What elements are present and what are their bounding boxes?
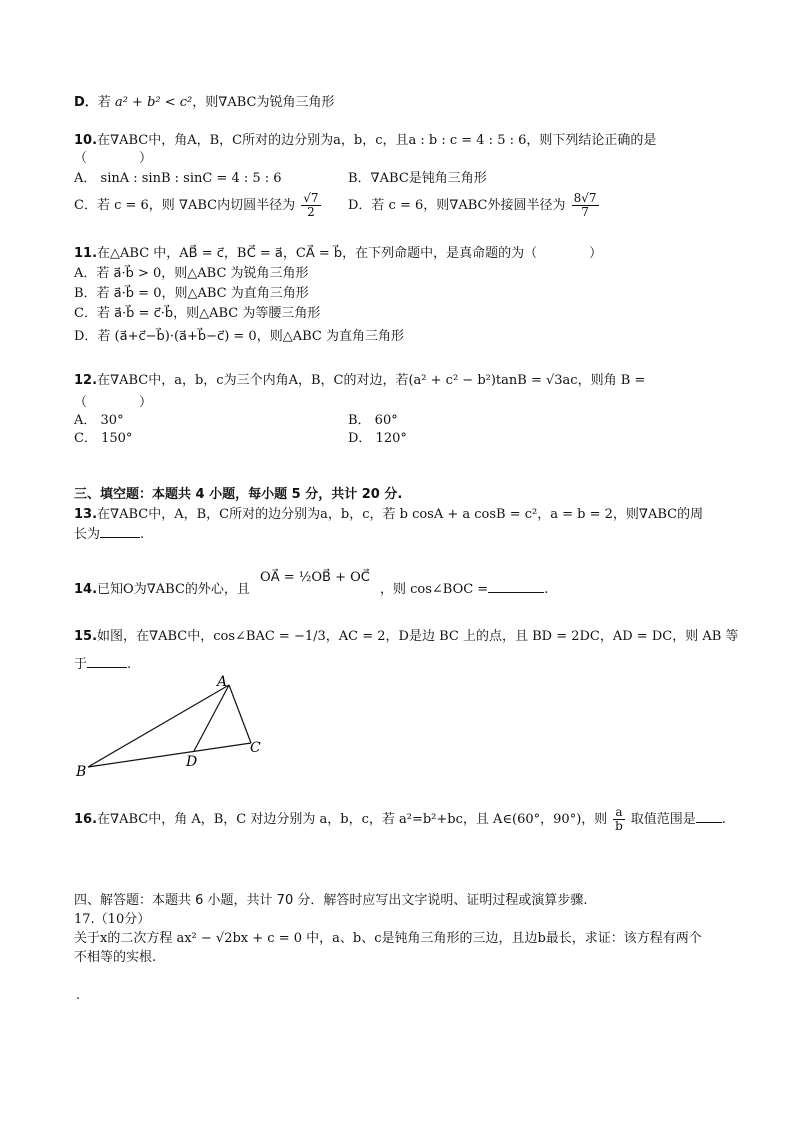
q12-option-d: D． 120° bbox=[348, 431, 407, 446]
q10-option-a: A． sinA : sinB : sinC = 4 : 5 : 6 bbox=[74, 171, 282, 186]
q13-stem: 13.在∇ABC中，A，B，C所对的边分别为a，b，c，若 b cosA + a cosB = c²，a = b = 2，则∇ABC的周 bbox=[74, 507, 704, 522]
q15-stem: 15.如图，在∇ABC中，cos∠BAC = −1/3，AC = 2，D是边 BC 上的点，且 BD = 2DC，AD = DC，则 AB 等 bbox=[74, 629, 739, 644]
q15-continuation: 于 . bbox=[74, 657, 132, 672]
q14-vector-equation: OA⃗ = ½OB⃗ + OC⃗ bbox=[260, 570, 370, 585]
trailing-dot: . bbox=[76, 988, 81, 1003]
q12-option-a: A． 30° bbox=[74, 413, 124, 428]
q10-stem: 10.在∇ABC中，角A，B，C所对的边分别为a，b，c，且a : b : c = 4 : 5 : 6，则下列结论正确的是 bbox=[74, 133, 657, 148]
q9-option-d: D．若 a² + b² < c²，则∇ABC为锐角三角形 bbox=[74, 95, 335, 110]
q11-option-a: A．若 a⃗·b⃗ > 0，则△ABC 为锐角三角形 bbox=[74, 266, 309, 281]
vertex-b-label: B bbox=[76, 764, 87, 780]
q10-c-fraction: $\frac{√7}{2}$ bbox=[303, 191, 319, 219]
q14-stem: 14.已知O为∇ABC的外心，且 OA⃗ = ½OB⃗ + OC⃗ ，则 cos∠BOC = . bbox=[74, 570, 549, 597]
q13-answer-blank[interactable] bbox=[100, 525, 140, 538]
q10-d-fraction: $\frac{8√7}{7}$ bbox=[573, 191, 597, 219]
q15-answer-blank[interactable] bbox=[87, 655, 127, 668]
triangle-figure bbox=[74, 672, 274, 782]
q17-line-1: 关于x的二次方程 ax² − √2bx + c = 0 中，a、b、c是钝角三角形的三边，且边b最长，求证：该方程有两个 bbox=[74, 931, 702, 946]
q12-stem: 12.在∇ABC中，a，b，c为三个内角A，B，C的对边，若(a² + c² − b²)tanB = √3ac，则角 B = bbox=[74, 373, 646, 388]
q11-option-b: B．若 a⃗·b⃗ = 0，则△ABC 为直角三角形 bbox=[74, 286, 309, 301]
q10-option-b: B．∇ABC是钝角三角形 bbox=[348, 171, 487, 186]
section-4-heading: 四、解答题：本题共 6 小题，共计 70 分．解答时应写出文字说明、证明过程或演算步骤. bbox=[74, 893, 588, 908]
q12-answer-paren: （ ） bbox=[74, 395, 153, 410]
q16-fraction: $\frac{a}{b}$ bbox=[615, 805, 623, 833]
vertex-a-label: A bbox=[217, 674, 228, 690]
point-d-label: D bbox=[186, 754, 198, 770]
q10-option-d: D．若 c = 6，则∇ABC外接圆半径为 $\frac{8√7}{7}$ bbox=[348, 191, 597, 219]
q12-option-b: B． 60° bbox=[348, 413, 398, 428]
q17-line-2: 不相等的实根. bbox=[74, 950, 157, 965]
q11-stem: 11.在△ABC 中，AB⃗ = c⃗，BC⃗ = a⃗，CA⃗ = b⃗，在下列命题中，是真命题的为（ ） bbox=[74, 246, 603, 261]
q12-option-c: C． 150° bbox=[74, 431, 133, 446]
q17-title: 17.（10分） bbox=[74, 912, 151, 927]
q11-option-c: C．若 a⃗·b⃗ = c⃗·b⃗，则△ABC 为等腰三角形 bbox=[74, 306, 321, 321]
q10-answer-paren: （ ） bbox=[74, 151, 153, 166]
q16-stem: 16.在∇ABC中，角 A，B，C 对边分别为 a，b，c，若 a²=b²+bc，且 A∈(60°，90°)，则 $\frac{a}{b}$ 取值范围是 . bbox=[74, 805, 726, 833]
q14-answer-blank[interactable] bbox=[488, 580, 544, 593]
vertex-c-label: C bbox=[250, 740, 261, 756]
q16-answer-blank[interactable] bbox=[696, 810, 722, 823]
segment-ac bbox=[229, 685, 251, 743]
segment-bc bbox=[88, 743, 251, 767]
q10-option-c: C．若 c = 6，则 ∇ABC内切圆半径为 $\frac{√7}{2}$ bbox=[74, 191, 319, 219]
q11-option-d: D．若 (a⃗+c⃗−b⃗)·(a⃗+b⃗−c⃗) = 0，则△ABC 为直角三角形 bbox=[74, 329, 404, 344]
section-3-heading: 三、填空题：本题共 4 小题，每小题 5 分，共计 20 分. bbox=[74, 487, 403, 502]
q13-continuation: 长为 . bbox=[74, 527, 145, 542]
